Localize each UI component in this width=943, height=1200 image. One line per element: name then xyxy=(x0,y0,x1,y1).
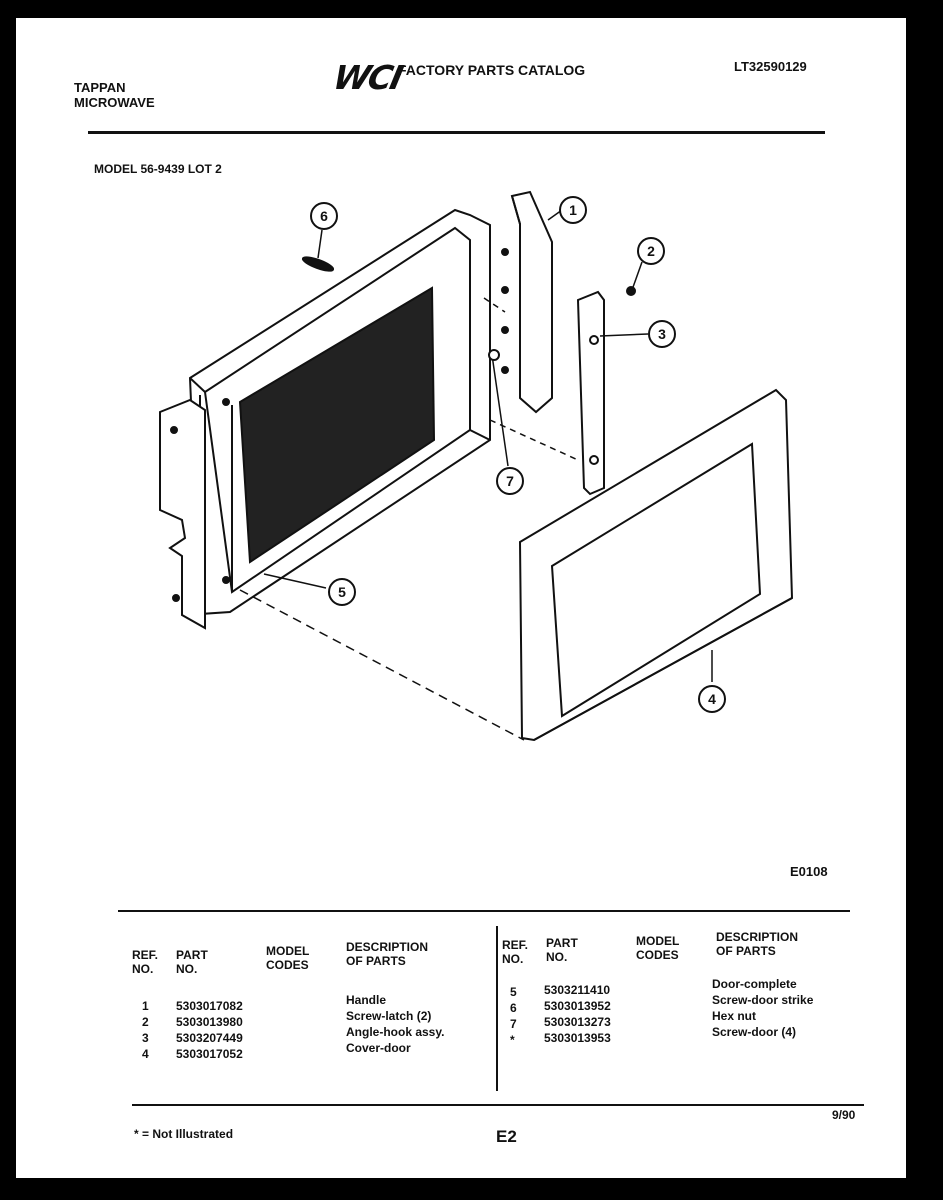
table-row-part: 5303211410 xyxy=(544,983,611,997)
table-row-ref: 5 xyxy=(510,985,517,999)
table-row-part: 5303017082 xyxy=(176,999,243,1013)
cover-door-drawing xyxy=(520,390,792,740)
table-row-ref: 6 xyxy=(510,1001,517,1015)
table-bottom-rule xyxy=(132,1104,864,1106)
callout-1 xyxy=(560,197,586,223)
handle-drawing xyxy=(502,192,552,412)
callout-5-label: 5 xyxy=(338,584,346,600)
table-row-ref: 4 xyxy=(142,1047,149,1061)
callout-7 xyxy=(497,468,523,494)
header-ref-no: REF. NO. xyxy=(132,948,159,976)
callout-4-label: 4 xyxy=(708,691,716,707)
header-part-no: PART NO. xyxy=(176,948,208,976)
table-row-ref: 1 xyxy=(142,999,149,1013)
catalog-number: LT32590129 xyxy=(734,59,807,74)
callout-1-label: 1 xyxy=(569,202,577,218)
left-desc-column xyxy=(346,992,444,1056)
revision-date: 9/90 xyxy=(832,1108,856,1122)
callout-6 xyxy=(311,203,337,229)
table-row-desc: Angle-hook assy. xyxy=(346,1025,445,1039)
diagram-code: E0108 xyxy=(790,864,828,879)
page-number: E2 xyxy=(496,1127,517,1146)
table-row-desc: Screw-door strike xyxy=(712,993,814,1007)
header-model-codes-right: MODEL CODES xyxy=(636,934,680,962)
catalog-title: FACTORY PARTS CATALOG xyxy=(398,62,586,78)
column-divider xyxy=(496,926,498,1091)
table-row-part: 5303013273 xyxy=(544,1015,611,1029)
door-frame-drawing xyxy=(160,210,490,628)
callout-2-label: 2 xyxy=(647,243,655,259)
table-row-desc: Screw-door (4) xyxy=(712,1025,797,1039)
header-ref-no-right: REF. NO. xyxy=(502,938,529,966)
callout-3-label: 3 xyxy=(658,326,666,342)
table-row-desc: Door-complete xyxy=(712,977,797,991)
table-row-part: 5303017052 xyxy=(176,1047,243,1061)
table-row-ref: * xyxy=(510,1033,515,1047)
header-description-right: DESCRIPTION OF PARTS xyxy=(716,930,799,958)
table-row-part: 5303013952 xyxy=(544,999,611,1013)
table-row-desc: Cover-door xyxy=(346,1041,411,1055)
header-model-codes: MODEL CODES xyxy=(266,944,310,972)
callout-3 xyxy=(649,321,675,347)
right-ref-column xyxy=(510,984,517,1048)
left-ref-column xyxy=(142,998,149,1062)
table-row-part: 5303013980 xyxy=(176,1015,243,1029)
header-part-no-right: PART NO. xyxy=(546,936,578,964)
table-top-rule xyxy=(118,910,850,912)
table-row-desc: Hex nut xyxy=(712,1009,757,1023)
not-illustrated-footnote: * = Not Illustrated xyxy=(134,1127,234,1141)
table-row-part: 5303013953 xyxy=(544,1031,611,1045)
model-label: MODEL 56-9439 LOT 2 xyxy=(94,162,222,176)
table-row-desc: Handle xyxy=(346,993,387,1007)
right-desc-column xyxy=(712,976,813,1040)
callout-2 xyxy=(638,238,664,264)
table-row-ref: 3 xyxy=(142,1031,149,1045)
header-description: DESCRIPTION OF PARTS xyxy=(346,940,429,968)
table-row-ref: 2 xyxy=(142,1015,149,1029)
right-part-column xyxy=(544,982,611,1046)
product-line: MICROWAVE xyxy=(74,95,155,110)
brand-name: TAPPAN xyxy=(74,80,126,95)
table-row-desc: Screw-latch (2) xyxy=(346,1009,432,1023)
left-part-column xyxy=(176,998,243,1062)
wci-logo: WCI xyxy=(329,58,406,97)
table-row-part: 5303207449 xyxy=(176,1031,243,1045)
table-row-ref: 7 xyxy=(510,1017,517,1031)
angle-hook-drawing xyxy=(578,292,604,494)
callout-4 xyxy=(699,686,725,712)
callout-6-label: 6 xyxy=(320,208,328,224)
callout-5 xyxy=(329,579,355,605)
callout-7-label: 7 xyxy=(506,473,514,489)
